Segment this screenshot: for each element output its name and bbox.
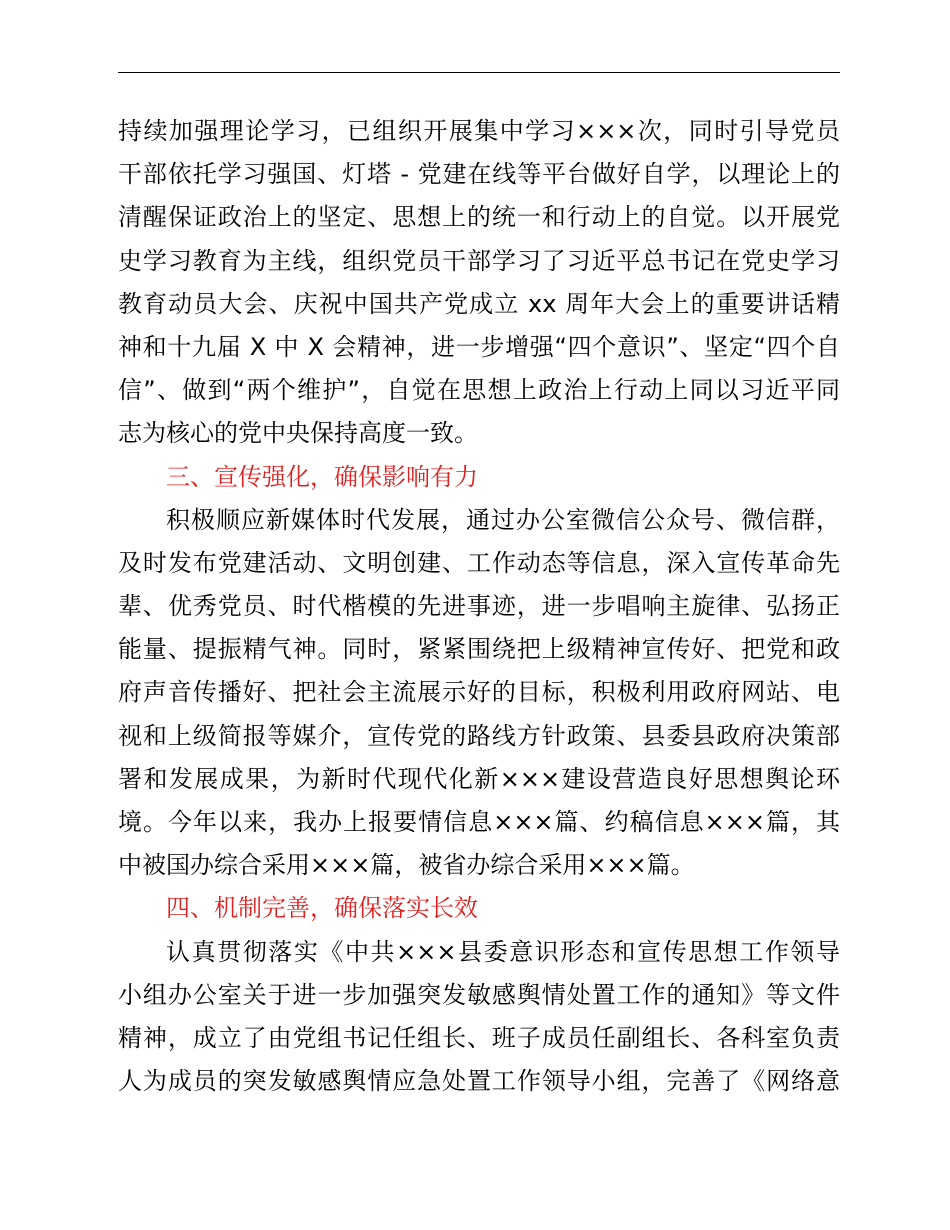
text-line: 小组办公室关于进一步加强突发敏感舆情处置工作的通知》等文件 — [118, 980, 840, 1009]
text-line: 干部依托学习强国、灯塔 - 党建在线等平台做好自学，以理论上的 — [118, 160, 840, 189]
text-line: 能量、提振精气神。同时，紧紧围绕把上级精神宣传好、把党和政 — [118, 635, 840, 664]
document-body — [118, 110, 840, 1103]
paragraph-publicity — [118, 499, 840, 888]
text-line: 署和发展成果，为新时代现代化新×××建设营造良好思想舆论环 — [118, 764, 840, 793]
text-line: 教育动员大会、庆祝中国共产党成立 xx 周年大会上的重要讲话精 — [118, 289, 840, 318]
section-heading-publicity: 三、宣传强化，确保影响有力 — [166, 462, 478, 491]
paragraph-mechanism — [118, 931, 840, 1104]
text-line: 神和十九届 X 中 X 会精神，进一步增强“四个意识”、坚定“四个自 — [118, 332, 840, 361]
text-line: 志为核心的党中央保持高度一致。 — [118, 419, 478, 448]
text-line: 府声音传播好、把社会主流展示好的目标，积极利用政府网站、电 — [118, 678, 840, 707]
text-line: 视和上级简报等媒介，宣传党的路线方针政策、县委县政府决策部 — [118, 721, 840, 750]
text-line: 人为成员的突发敏感舆情应急处置工作领导小组，完善了《网络意 — [118, 1067, 840, 1096]
section-heading-mechanism: 四、机制完善，确保落实长效 — [166, 894, 478, 923]
text-line: 史学习教育为主线，组织党员干部学习了习近平总书记在党史学习 — [118, 246, 840, 275]
text-line: 认真贯彻落实《中共×××县委意识形态和宣传思想工作领导 — [166, 937, 840, 966]
header-rule — [118, 72, 840, 73]
text-line: 及时发布党建活动、文明创建、工作动态等信息，深入宣传革命先 — [118, 548, 840, 577]
text-line: 中被国办综合采用×××篇，被省办综合采用×××篇。 — [118, 851, 695, 880]
text-line: 清醒保证政治上的坚定、思想上的统一和行动上的自觉。以开展党 — [118, 203, 840, 232]
text-line: 境。今年以来，我办上报要情信息×××篇、约稿信息×××篇，其 — [118, 808, 840, 836]
text-line: 辈、优秀党员、时代楷模的先进事迹，进一步唱响主旋律、弘扬正 — [118, 592, 840, 621]
paragraph-theory-study — [118, 110, 840, 456]
text-line: 信”、做到“两个维护”，自觉在思想上政治上行动上同以习近平同 — [118, 376, 840, 405]
text-line: 积极顺应新媒体时代发展，通过办公室微信公众号、微信群， — [166, 505, 840, 534]
text-line: 持续加强理论学习，已组织开展集中学习×××次，同时引导党员 — [118, 117, 840, 145]
text-line: 精神，成立了由党组书记任组长、班子成员任副组长、各科室负责 — [118, 1023, 840, 1052]
